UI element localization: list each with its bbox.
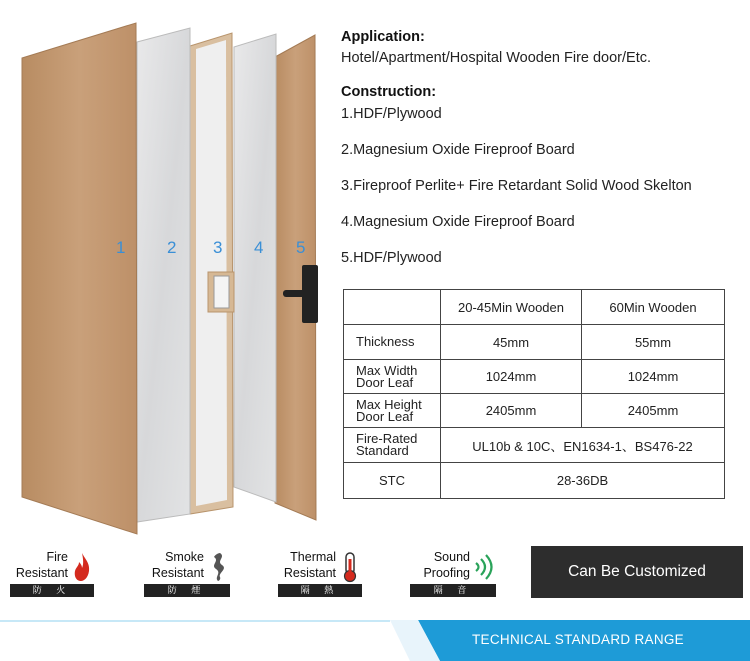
construction-heading: Construction: [341, 84, 437, 100]
feature-cn-label: 隔 音 [410, 584, 496, 597]
sound-waves-icon [472, 551, 496, 583]
feature-cn-label: 防 火 [10, 584, 94, 597]
table-cell: 2405mm [582, 394, 725, 428]
row-label: Thickness [344, 325, 441, 360]
table-corner [344, 290, 441, 325]
spec-table [343, 289, 725, 499]
construction-item: 3.Fireproof Perlite+ Fire Retardant Solid Wood Skelton [341, 178, 692, 194]
table-header: 20-45Min Wooden [441, 290, 582, 325]
table-cell: 1024mm [582, 360, 725, 394]
construction-item: 2.Magnesium Oxide Fireproof Board [341, 142, 575, 158]
table-row [344, 360, 725, 394]
application-text: Hotel/Apartment/Hospital Wooden Fire door/Etc. [341, 50, 652, 66]
feature-cn-label: 隔 熱 [278, 584, 362, 597]
layer-2-magnesium-board [137, 28, 190, 522]
feature-thermal-resistant: Thermal Resistant 隔 熱 [278, 549, 362, 599]
customize-banner: Can Be Customized [531, 546, 743, 598]
row-label: Fire-Rated Standard [344, 428, 441, 463]
construction-item: 4.Magnesium Oxide Fireproof Board [341, 214, 575, 230]
table-row [344, 394, 725, 428]
table-cell: 28-36DB [441, 463, 725, 499]
application-heading: Application: [341, 29, 425, 45]
table-cell: UL10b & 10C、EN1634-1、BS476-22 [441, 428, 725, 463]
row-label: STC [344, 463, 441, 499]
smoke-icon [206, 551, 230, 583]
flame-icon [70, 551, 94, 583]
feature-cn-label: 防 煙 [144, 584, 230, 597]
table-row [344, 428, 725, 463]
layer-number-4: 4 [254, 238, 264, 257]
layer-4-magnesium-board [234, 34, 276, 502]
feature-smoke-resistant: Smoke Resistant 防 煙 [144, 549, 230, 599]
thermometer-icon [338, 551, 362, 583]
table-cell: 45mm [441, 325, 582, 360]
layer-number-1: 1 [116, 238, 126, 257]
row-label: Max Height Door Leaf [344, 394, 441, 428]
footer-title: TECHNICAL STANDARD RANGE [472, 632, 684, 647]
feature-fire-resistant: Fire Resistant 防 火 [10, 549, 94, 599]
layer-number-2: 2 [167, 238, 177, 257]
row-label: Max Width Door Leaf [344, 360, 441, 394]
table-cell: 1024mm [441, 360, 582, 394]
feature-sound-proofing: Sound Proofing 隔 音 [410, 549, 496, 599]
table-cell: 55mm [582, 325, 725, 360]
table-row [344, 463, 725, 499]
door-layers-illustration [0, 0, 340, 540]
construction-item: 1.HDF/Plywood [341, 106, 442, 122]
layer-number-5: 5 [296, 238, 306, 257]
table-row [344, 325, 725, 360]
layer-1-hdf-panel [22, 23, 137, 534]
layer-number-3: 3 [213, 238, 223, 257]
table-cell: 2405mm [441, 394, 582, 428]
table-header: 60Min Wooden [582, 290, 725, 325]
construction-item: 5.HDF/Plywood [341, 250, 442, 266]
